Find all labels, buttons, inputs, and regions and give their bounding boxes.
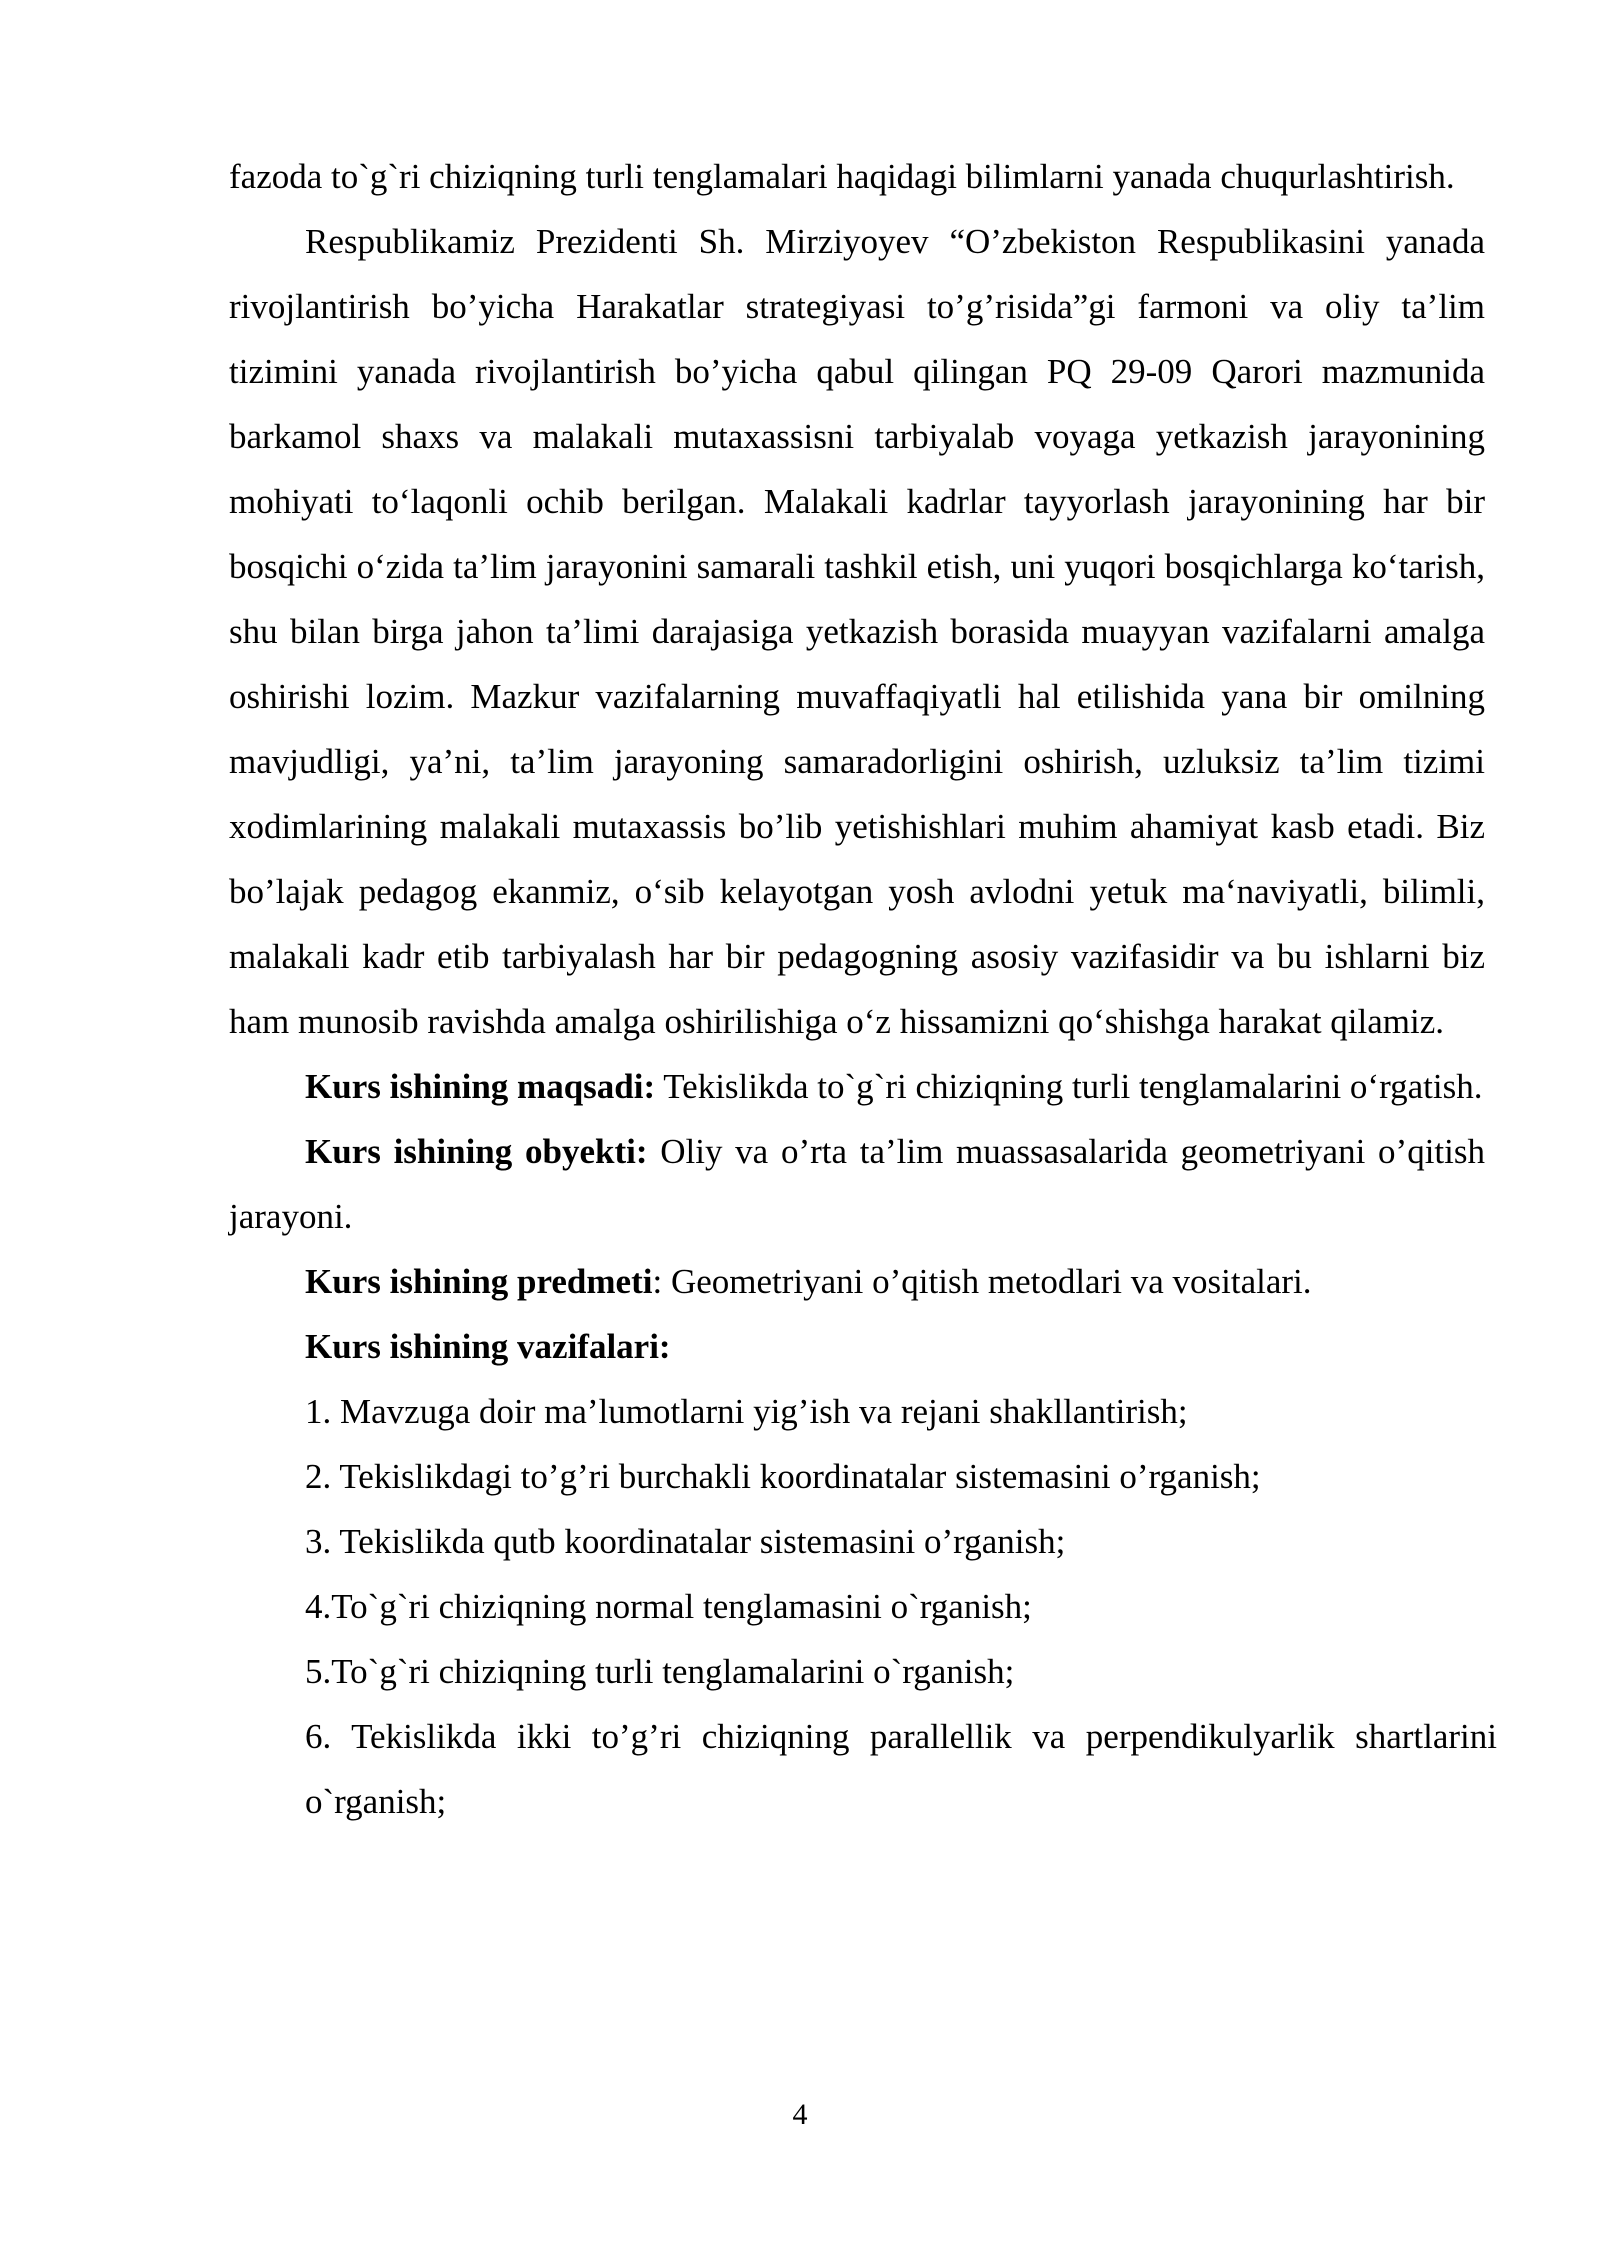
course-object-label: Kurs ishining obyekti: bbox=[305, 1132, 648, 1171]
page-number: 4 bbox=[792, 2098, 808, 2131]
course-subject bbox=[229, 1249, 1485, 1314]
course-subject-text: : Geometriyani o’qitish metodlari va vositalari. bbox=[652, 1262, 1312, 1301]
task-item-3: 3. Tekislikda qutb koordinatalar sistemasini o’rganish; bbox=[305, 1522, 1066, 1561]
paragraph-president-decree: Respublikamiz Prezidenti Sh. Mirziyoyev “O’zbekiston Respublikasini yanada rivojlantirish bo’yicha Harakatlar strategiyasi to’g’risida”gi farmoni va oliy ta’lim tizimini yanada rivojlantirish bo’yicha qabul qilingan PQ 29-09 Qarori mazmunida barkamol shaxs va malakali mutaxassisni tarbiyalab voyaga yetkazish jarayonining mohiyati to‘laqonli ochib berilgan. Malakali kadrlar tayyorlash jarayonining har bir bosqichi o‘zida ta’lim jarayonini samarali tashkil etish, uni yuqori bosqichlarga ko‘tarish, shu bilan birga jahon ta’limi darajasiga yetkazish borasida muayyan vazifalarni amalga oshirishi lozim. Mazkur vazifalarning muvaffaqiyatli hal etilishida yana bir omilning mavjudligi, ya’ni, ta’lim jarayoning samaradorligini oshirish, uzluksiz ta’lim tizimi xodimlarining malakali mutaxassis bo’lib yetishishlari muhim ahamiyat kasb etadi. Biz bo’lajak pedagog ekanmiz, o‘sib kelayotgan yosh avlodni yetuk ma‘naviyatli, bilimli, malakali kadr etib tarbiyalash har bir pedagogning asosiy vazifasidir va bu ishlarni biz ham munosib ravishda amalga oshirilishiga o‘z hissamizni qo‘shishga harakat qilamiz. bbox=[229, 222, 1485, 1041]
course-tasks-heading: Kurs ishining vazifalari: bbox=[305, 1327, 671, 1366]
task-item-2: 2. Tekislikdagi to’g’ri burchakli koordinatalar sistemasini o’rganish; bbox=[305, 1457, 1261, 1496]
task-item-1: 1. Mavzuga doir ma’lumotlarni yig’ish va rejani shakllantirish; bbox=[305, 1392, 1188, 1431]
task-item-5: 5.To`g`ri chiziqning turli tenglamalarini o`rganish; bbox=[305, 1652, 1015, 1691]
course-object bbox=[229, 1119, 1485, 1249]
task-item-6: 6. Tekislikda ikki to’g’ri chiziqning parallellik va perpendikulyarlik shartlarini o`rganish; bbox=[305, 1717, 1497, 1821]
course-purpose-label: Kurs ishining maqsadi: bbox=[305, 1067, 656, 1106]
course-purpose-text: Tekislikda to`g`ri chiziqning turli tenglamalarini o‘rgatish. bbox=[655, 1067, 1483, 1106]
course-object-text: Oliy va o’rta ta’lim muassasalarida geometriyani o’qitish jarayoni. bbox=[229, 1132, 1485, 1236]
course-subject-label: Kurs ishining predmeti bbox=[305, 1262, 653, 1301]
task-item-4: 4.To`g`ri chiziqning normal tenglamasini o`rganish; bbox=[305, 1587, 1032, 1626]
paragraph-intro-continuation: fazoda to`g`ri chiziqning turli tenglamalari haqidagi bilimlarni yanada chuqurlashtirish. bbox=[229, 157, 1455, 196]
page-content bbox=[229, 144, 1497, 1834]
course-purpose bbox=[229, 1054, 1485, 1119]
